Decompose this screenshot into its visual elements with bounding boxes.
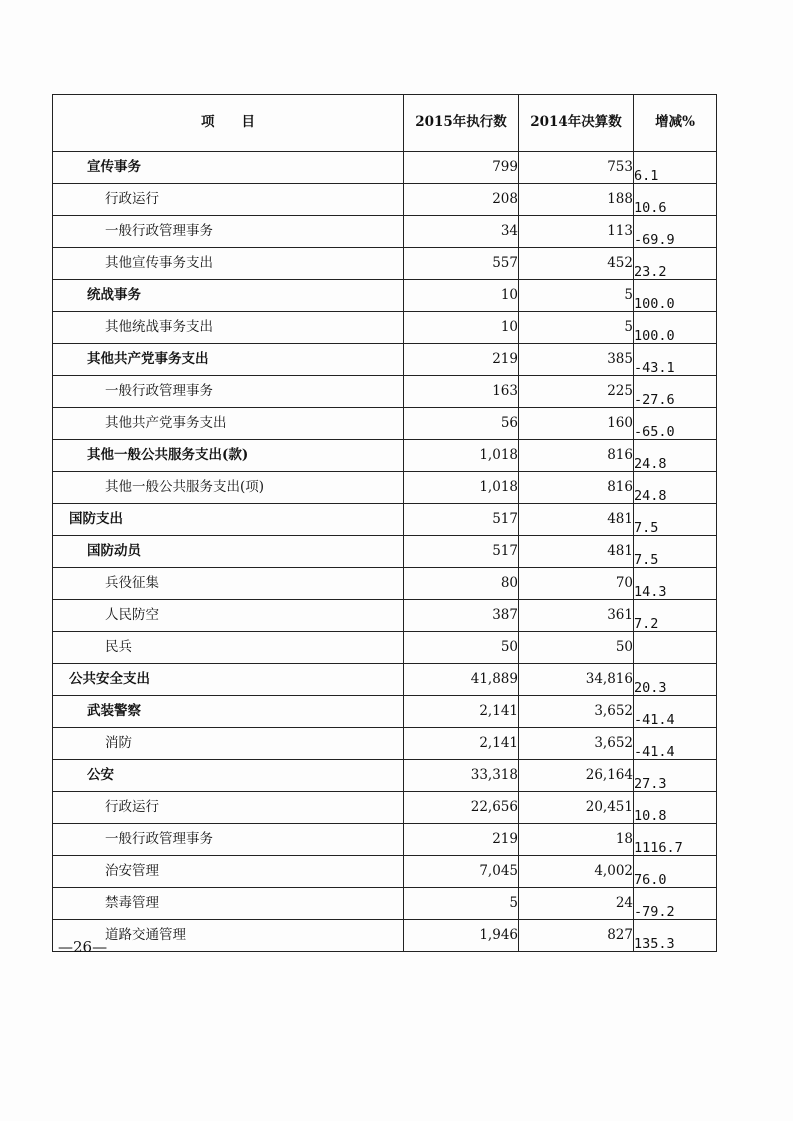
table-row: [53, 472, 717, 504]
row-2015-value: 41,889: [404, 664, 519, 696]
budget-table: [52, 94, 717, 952]
row-2015-value: 799: [404, 152, 519, 184]
row-change-percent: -79.2: [634, 888, 717, 920]
row-2015-value: 34: [404, 216, 519, 248]
table-row: [53, 376, 717, 408]
row-item-label: 公共安全支出: [53, 664, 404, 696]
table-row: [53, 280, 717, 312]
row-item-label: 宣传事务: [53, 152, 404, 184]
row-change-percent: 7.2: [634, 600, 717, 632]
row-item-label: 其他一般公共服务支出(项): [53, 472, 404, 504]
row-2015-value: 7,045: [404, 856, 519, 888]
table-body: [53, 152, 717, 952]
row-2015-value: 557: [404, 248, 519, 280]
row-2014-value: 452: [519, 248, 634, 280]
row-change-percent: 100.0: [634, 312, 717, 344]
table-row: [53, 344, 717, 376]
table-row: [53, 536, 717, 568]
row-change-percent: -41.4: [634, 696, 717, 728]
row-2014-value: 18: [519, 824, 634, 856]
row-2015-value: 56: [404, 408, 519, 440]
row-item-label: 统战事务: [53, 280, 404, 312]
row-2015-value: 2,141: [404, 728, 519, 760]
row-item-label: 其他一般公共服务支出(款): [53, 440, 404, 472]
row-item-label: 禁毒管理: [53, 888, 404, 920]
row-2014-value: 481: [519, 536, 634, 568]
row-2014-value: 225: [519, 376, 634, 408]
row-2015-value: 80: [404, 568, 519, 600]
row-2014-value: 160: [519, 408, 634, 440]
row-item-label: 其他共产党事务支出: [53, 408, 404, 440]
row-item-label: 民兵: [53, 632, 404, 664]
table-row: [53, 920, 717, 952]
table-row: [53, 728, 717, 760]
table-row: [53, 312, 717, 344]
row-2015-value: 10: [404, 280, 519, 312]
row-2014-value: 3,652: [519, 696, 634, 728]
table-row: [53, 632, 717, 664]
row-2014-value: 188: [519, 184, 634, 216]
table-row: [53, 696, 717, 728]
row-change-percent: 100.0: [634, 280, 717, 312]
row-item-label: 其他统战事务支出: [53, 312, 404, 344]
row-item-label: 其他宣传事务支出: [53, 248, 404, 280]
row-change-percent: 10.6: [634, 184, 717, 216]
row-2014-value: 34,816: [519, 664, 634, 696]
row-2014-value: 4,002: [519, 856, 634, 888]
row-item-label: 其他共产党事务支出: [53, 344, 404, 376]
row-change-percent: 23.2: [634, 248, 717, 280]
row-2015-value: 5: [404, 888, 519, 920]
row-change-percent: 14.3: [634, 568, 717, 600]
row-2014-value: 5: [519, 280, 634, 312]
row-2015-value: 1,018: [404, 440, 519, 472]
page-number: —26—: [58, 938, 108, 956]
row-item-label: 一般行政管理事务: [53, 216, 404, 248]
header-change-percent: 增减%: [634, 95, 717, 152]
row-2014-value: 50: [519, 632, 634, 664]
row-change-percent: 6.1: [634, 152, 717, 184]
table-row: [53, 152, 717, 184]
row-2015-value: 33,318: [404, 760, 519, 792]
row-change-percent: -69.9: [634, 216, 717, 248]
row-2014-value: 827: [519, 920, 634, 952]
row-item-label: 一般行政管理事务: [53, 824, 404, 856]
row-change-percent: -27.6: [634, 376, 717, 408]
row-2014-value: 20,451: [519, 792, 634, 824]
row-item-label: 道路交通管理: [53, 920, 404, 952]
row-change-percent: -43.1: [634, 344, 717, 376]
row-change-percent: 1116.7: [634, 824, 717, 856]
row-2015-value: 219: [404, 824, 519, 856]
table-row: [53, 440, 717, 472]
table-row: [53, 600, 717, 632]
row-2015-value: 22,656: [404, 792, 519, 824]
table-row: [53, 664, 717, 696]
row-change-percent: 135.3: [634, 920, 717, 952]
row-2015-value: 10: [404, 312, 519, 344]
table-row: [53, 216, 717, 248]
row-2015-value: 219: [404, 344, 519, 376]
row-change-percent: 76.0: [634, 856, 717, 888]
table-row: [53, 568, 717, 600]
row-change-percent: 7.5: [634, 536, 717, 568]
table-header-row: [53, 95, 717, 152]
row-2014-value: 481: [519, 504, 634, 536]
row-change-percent: 27.3: [634, 760, 717, 792]
table-row: [53, 184, 717, 216]
row-item-label: 公安: [53, 760, 404, 792]
row-item-label: 行政运行: [53, 184, 404, 216]
row-2014-value: 816: [519, 472, 634, 504]
row-change-percent: -65.0: [634, 408, 717, 440]
row-2014-value: 5: [519, 312, 634, 344]
row-2015-value: 208: [404, 184, 519, 216]
row-2014-value: 753: [519, 152, 634, 184]
row-2014-value: 24: [519, 888, 634, 920]
row-item-label: 武装警察: [53, 696, 404, 728]
table-row: [53, 760, 717, 792]
row-2015-value: 1,018: [404, 472, 519, 504]
row-2015-value: 2,141: [404, 696, 519, 728]
row-2015-value: 387: [404, 600, 519, 632]
row-change-percent: 10.8: [634, 792, 717, 824]
row-item-label: 一般行政管理事务: [53, 376, 404, 408]
row-2015-value: 163: [404, 376, 519, 408]
table-row: [53, 792, 717, 824]
row-item-label: 国防动员: [53, 536, 404, 568]
table-row: [53, 824, 717, 856]
row-2015-value: 517: [404, 504, 519, 536]
row-2014-value: 816: [519, 440, 634, 472]
table-row: [53, 856, 717, 888]
header-2015-actual: 2015年执行数: [404, 95, 519, 152]
row-item-label: 治安管理: [53, 856, 404, 888]
row-2014-value: 385: [519, 344, 634, 376]
row-change-percent: -41.4: [634, 728, 717, 760]
row-2014-value: 361: [519, 600, 634, 632]
row-2015-value: 1,946: [404, 920, 519, 952]
row-change-percent: 7.5: [634, 504, 717, 536]
table-row: [53, 504, 717, 536]
table-row: [53, 248, 717, 280]
row-change-percent: 24.8: [634, 472, 717, 504]
row-item-label: 消防: [53, 728, 404, 760]
header-item: 项 目: [53, 95, 404, 152]
row-item-label: 行政运行: [53, 792, 404, 824]
row-2015-value: 50: [404, 632, 519, 664]
row-item-label: 国防支出: [53, 504, 404, 536]
row-change-percent: 24.8: [634, 440, 717, 472]
table-row: [53, 888, 717, 920]
header-2014-final: 2014年决算数: [519, 95, 634, 152]
row-change-percent: [634, 632, 717, 664]
table-row: [53, 408, 717, 440]
row-2015-value: 517: [404, 536, 519, 568]
row-item-label: 人民防空: [53, 600, 404, 632]
row-change-percent: 20.3: [634, 664, 717, 696]
row-item-label: 兵役征集: [53, 568, 404, 600]
row-2014-value: 70: [519, 568, 634, 600]
row-2014-value: 113: [519, 216, 634, 248]
row-2014-value: 26,164: [519, 760, 634, 792]
row-2014-value: 3,652: [519, 728, 634, 760]
